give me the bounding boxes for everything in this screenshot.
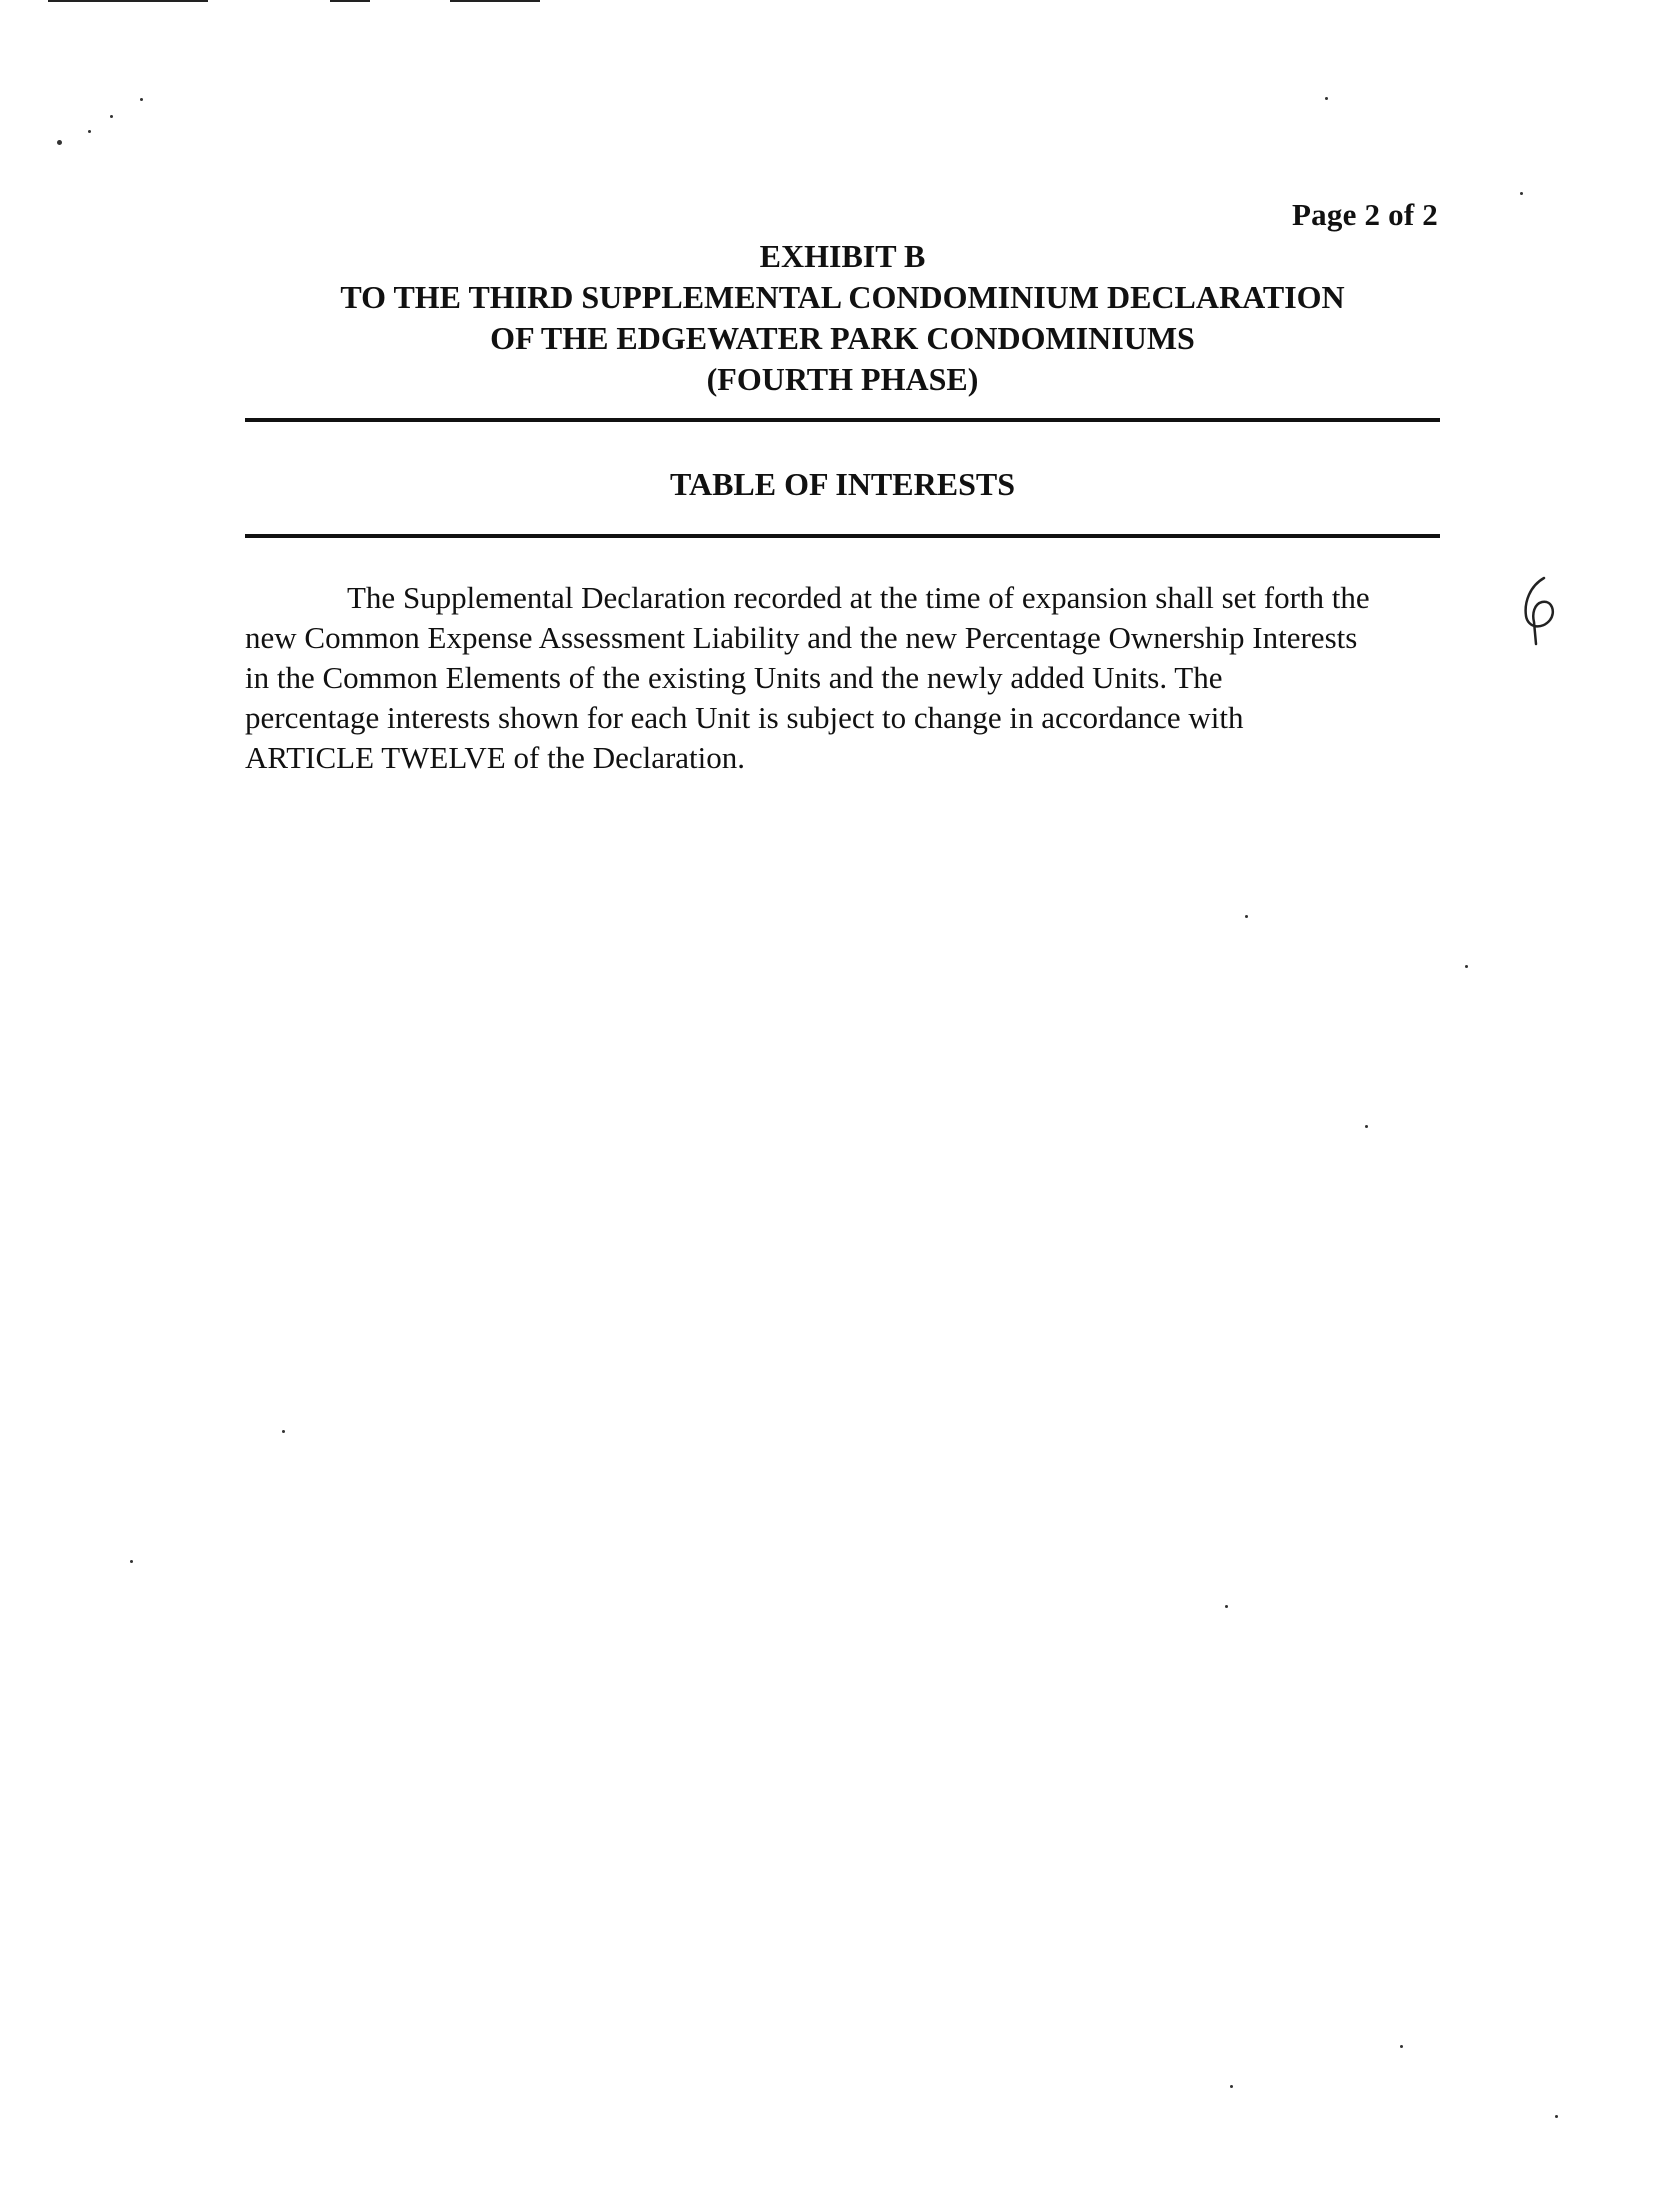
scan-speck: [88, 130, 91, 133]
scan-speck: [1520, 192, 1523, 195]
paragraph-line: The Supplemental Declaration recorded at the time of expansion shall set forth the: [347, 580, 1370, 615]
scan-speck: [1365, 1125, 1368, 1128]
paragraph-line: new Common Expense Assessment Liability and the new Percentage Ownership Interests: [245, 620, 1358, 655]
page-number: Page 2 of 2: [1292, 197, 1438, 232]
scan-speck: [57, 140, 62, 145]
scan-artifact-line: [330, 0, 370, 2]
heading-line: TO THE THIRD SUPPLEMENTAL CONDOMINIUM DECLARATION: [340, 279, 1345, 315]
scan-artifact-line: [48, 0, 208, 2]
divider-rule: [245, 534, 1440, 538]
scan-speck: [1225, 1605, 1228, 1608]
handwritten-six-icon: [1514, 572, 1574, 652]
heading-line: (FOURTH PHASE): [706, 361, 979, 397]
scan-speck: [1465, 965, 1468, 968]
body-paragraph: [245, 578, 1465, 778]
scan-speck: [140, 98, 143, 101]
exhibit-heading: [245, 236, 1440, 400]
divider-rule: [245, 418, 1440, 422]
paragraph-line: percentage interests shown for each Unit is subject to change in accordance with: [245, 700, 1244, 735]
scan-speck: [1555, 2115, 1558, 2118]
paragraph-line: ARTICLE TWELVE of the Declaration.: [245, 740, 746, 775]
scan-speck: [1400, 2045, 1403, 2048]
scan-speck: [1230, 2085, 1233, 2088]
scan-speck: [110, 115, 113, 118]
paragraph-line: in the Common Elements of the existing Units and the newly added Units. The: [245, 660, 1223, 695]
scan-speck: [282, 1430, 285, 1433]
heading-line: EXHIBIT B: [759, 238, 926, 274]
scan-speck: [1325, 97, 1328, 100]
section-title: TABLE OF INTERESTS: [670, 466, 1015, 502]
scan-artifact-line: [450, 0, 540, 2]
handwritten-margin-mark: [1514, 572, 1574, 657]
heading-line: OF THE EDGEWATER PARK CONDOMINIUMS: [490, 320, 1195, 356]
scan-speck: [130, 1560, 133, 1563]
scan-speck: [1245, 915, 1248, 918]
